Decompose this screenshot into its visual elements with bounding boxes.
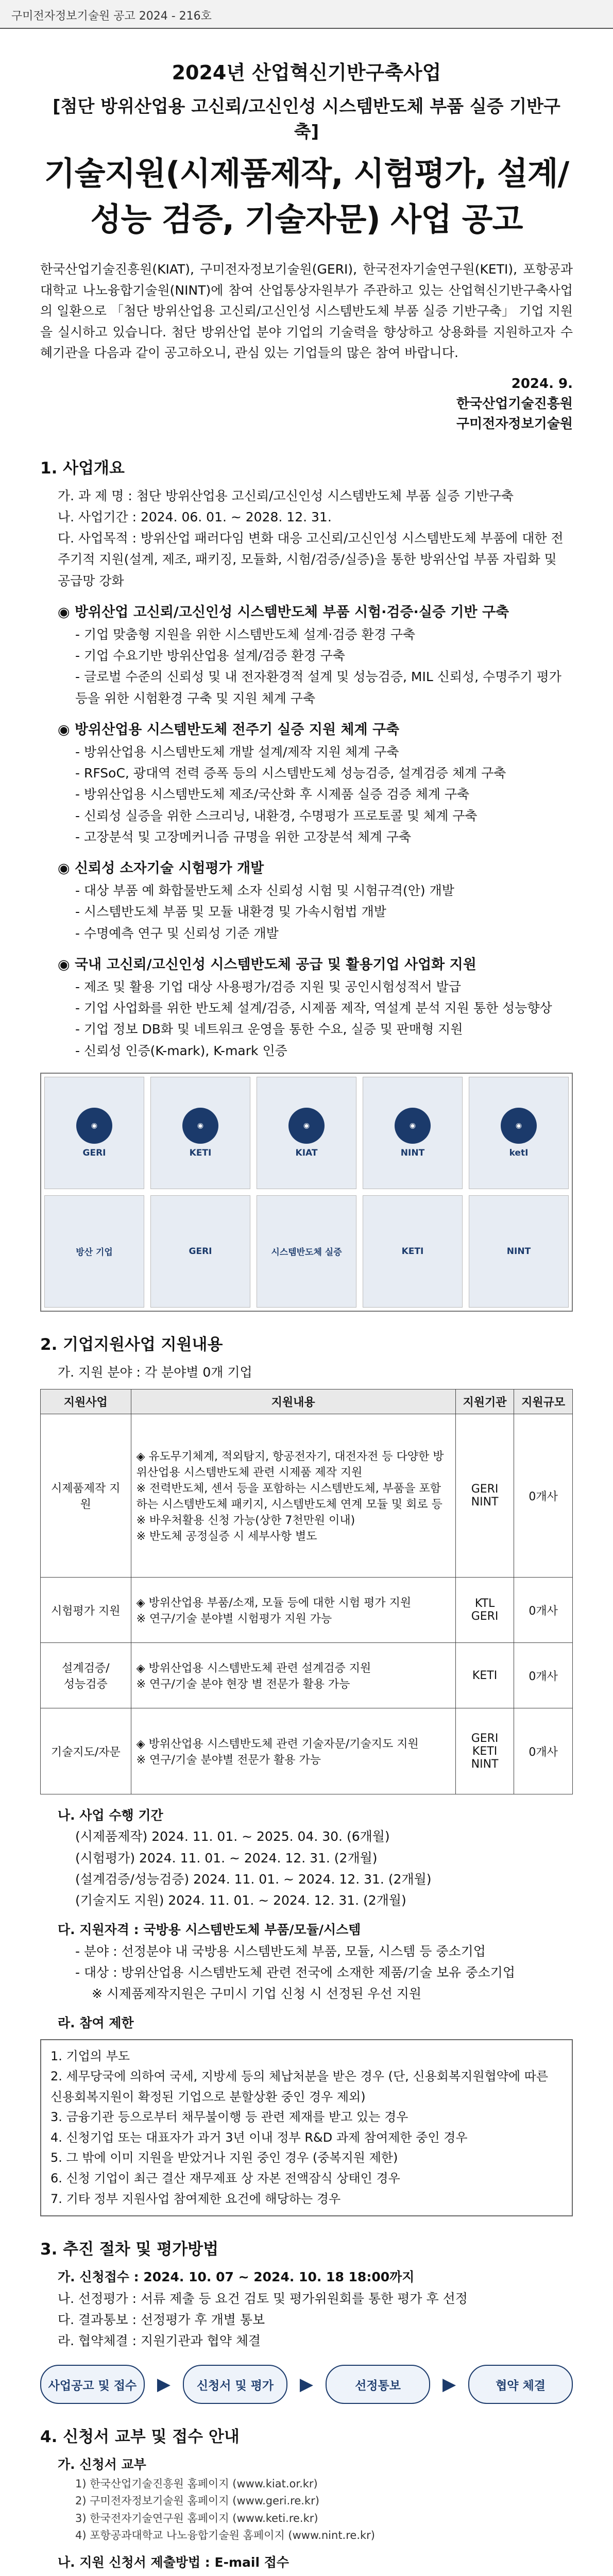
restriction-line: 7. 기타 정부 지원사업 참여제한 요건에 해당하는 경우 [50, 2191, 341, 2206]
figure-label: KIAT [295, 1147, 318, 1158]
s5-line: 1) 한국산업기술진흥원 홈페이지 (www.kiat.or.kr) [75, 2477, 318, 2490]
sign-date: 2024. 9. [511, 376, 573, 392]
figure-top-band [41, 1074, 572, 1192]
s1-block-line: - RFSoC, 광대역 전력 증폭 등의 시스템반도체 성능검증, 설계검증 체계 구축 [75, 766, 506, 781]
s2c-line: ※ 시제품제작지원은 구미시 기업 신청 시 선정된 우선 지원 [92, 1986, 421, 2001]
support-org: KETI [455, 1643, 514, 1708]
figure-cell [363, 1195, 463, 1308]
table-row [41, 1578, 573, 1643]
s2c-line: - 분야 : 선정분야 내 국방용 시스템반도체 부품, 모듈, 시스템 등 중소기업 [75, 1943, 486, 1959]
s1-block-head: ◉ 국내 고신뢰/고신인성 시스템반도체 공급 및 활용기업 사업화 지원 [58, 956, 476, 973]
s1-block-head: ◉ 방위산업 고신뢰/고신인성 시스템반도체 부품 시험·검증·실증 기반 구축 [58, 604, 509, 620]
process-step: 신청서 및 평가 [183, 2365, 287, 2404]
s1-item: 다. 사업목적 : 방위산업 패러다임 변화 대응 고신뢰/고신인성 시스템반도체 부품에 대한 전주기적 지원(설계, 제조, 패키징, 모듈화, 시험/검증/실증)을 통한 방위산업 부품 자립화 및 공급망 강화 [58, 531, 564, 588]
s4-line: 라. 협약체결 : 지원기관과 협약 체결 [58, 2333, 261, 2348]
figure-label: 방산 기업 [76, 1247, 113, 1258]
restriction-line: 3. 금융기관 등으로부터 채무불이행 등 관련 제재를 받고 있는 경우 [50, 2110, 408, 2125]
org-logo-icon: ◉ [288, 1108, 325, 1144]
s1-block-line: - 시스템반도체 부품 및 모듈 내환경 및 가속시험법 개발 [75, 904, 386, 920]
figure-label: GERI [82, 1147, 106, 1158]
support-category: 시험평가 지원 [41, 1578, 131, 1643]
figure-cell [363, 1077, 463, 1189]
section-3-title: 3. 추진 절차 및 평가방법 [40, 2240, 219, 2259]
title-line1: 2024년 산업혁신기반구축사업 [172, 61, 441, 84]
support-category: 설계검증/ 성능검증 [41, 1643, 131, 1708]
s1-block-line: - 기업 수요기반 방위산업용 설계/검증 환경 구축 [75, 648, 345, 663]
figure-bottom-band [41, 1192, 572, 1311]
table-row [41, 1414, 573, 1578]
figure-cell [150, 1195, 250, 1308]
figure-label: NINT [400, 1147, 425, 1158]
s2b-line: (설계검증/성능검증) 2024. 11. 01. ~ 2024. 12. 31. (2개월) [75, 1871, 432, 1887]
s2b-line: (기술지도 지원) 2024. 11. 01. ~ 2024. 12. 31. (2개월) [75, 1893, 406, 1908]
table-row [41, 1708, 573, 1794]
infrastructure-figure [40, 1073, 573, 1312]
s5-line: 2) 구미전자정보기술원 홈페이지 (www.geri.re.kr) [75, 2495, 319, 2507]
support-content: ◈ 방위산업용 시스템반도체 관련 설계검증 지원 ※ 연구/기술 분야 현장 별 전문가 활용 가능 [131, 1643, 455, 1708]
figure-cell [257, 1195, 356, 1308]
s5-line: 4) 포항공과대학교 나노융합기술원 홈페이지 (www.nint.re.kr) [75, 2529, 375, 2542]
s1-block-head: ◉ 방위산업용 시스템반도체 전주기 실증 지원 체계 구축 [58, 721, 400, 738]
support-scale: 0개사 [514, 1643, 573, 1708]
s4-line: 나. 선정평가 : 서류 제출 등 요건 검토 및 평가위원회를 통한 평가 후 선정 [58, 2291, 468, 2306]
s1-item: 가. 과 제 명 : 첨단 방위산업용 고신뢰/고신인성 시스템반도체 부품 실증 기반구축 [58, 488, 514, 503]
table-header: 지원사업 [41, 1389, 131, 1414]
s1-block-line: - 신뢰성 실증을 위한 스크리닝, 내환경, 수명평가 프로토콜 및 체계 구축 [75, 808, 478, 823]
process-step: 협약 체결 [468, 2365, 573, 2404]
s5-sub: 나. 지원 신청서 제출방법 : E-mail 접수 [58, 2554, 290, 2570]
s5-line: 가. 신청서 교부 [58, 2457, 146, 2472]
signature-block [40, 374, 573, 434]
arrow-right-icon: ▶ [442, 2374, 456, 2395]
s1-block-line: - 고장분석 및 고장메커니즘 규명을 위한 고장분석 체계 구축 [75, 829, 412, 844]
process-step: 사업공고 및 접수 [40, 2365, 145, 2404]
support-scale: 0개사 [514, 1578, 573, 1643]
s5-line: 3) 한국전자기술연구원 홈페이지 (www.keti.re.kr) [75, 2512, 318, 2524]
support-category: 시제품제작 지원 [41, 1414, 131, 1578]
s2b-line: (시험평가) 2024. 11. 01. ~ 2024. 12. 31. (2개월) [75, 1850, 378, 1866]
figure-cell [44, 1077, 144, 1189]
s1-block-line: - 기업 맞춤형 지원을 위한 시스템반도체 설계·검증 환경 구축 [75, 626, 416, 642]
support-scale: 0개사 [514, 1414, 573, 1578]
org-logo-icon: ◉ [76, 1108, 112, 1144]
figure-cell [44, 1195, 144, 1308]
table-header: 지원규모 [514, 1389, 573, 1414]
support-category: 기술지도/자문 [41, 1708, 131, 1794]
title-main: 기술지원(시제품제작, 시험평가, 설계/성능 검증, 기술자문) 사업 공고 [44, 155, 569, 238]
support-scale: 0개사 [514, 1708, 573, 1794]
restriction-line: 1. 기업의 부도 [50, 2048, 130, 2063]
org-logo-icon: ◉ [501, 1108, 537, 1144]
s1-block-line: - 방위산업용 시스템반도체 개발 설계/제작 지원 체계 구축 [75, 744, 399, 759]
s2b-line: (시제품제작) 2024. 11. 01. ~ 2025. 04. 30. (6개월) [75, 1829, 390, 1844]
arrow-right-icon: ▶ [299, 2374, 314, 2395]
support-org: KTL GERI [455, 1578, 514, 1643]
s3-title: 라. 참여 제한 [58, 2015, 134, 2031]
support-content: ◈ 유도무기체계, 적외탐지, 항공전자기, 대전자전 등 다양한 방위산업용 시스템반도체 관련 시제품 제작 지원 ※ 전력반도체, 센서 등을 포함하는 시스템반도체, 부품을 포함하는 시스템반도체 패키지, 시스템반도체 연계 모듈 및 회로 등 ※ 바우처활용 신청 가능(상한 7천만원 이내) ※ 반도체 공정실증 시 세부사항 별도 [131, 1414, 455, 1578]
s1-block-line: - 수명예측 연구 및 신뢰성 기준 개발 [75, 925, 279, 941]
section-4-title: 4. 신청서 교부 및 접수 안내 [40, 2428, 240, 2447]
s1-block-head: ◉ 신뢰성 소자기술 시험평가 개발 [58, 860, 264, 876]
support-org: GERI KETI NINT [455, 1708, 514, 1794]
sign-org1: 한국산업기술진흥원 [456, 396, 573, 412]
support-content: ◈ 방위산업용 부품/소재, 모듈 등에 대한 시험 평가 지원 ※ 연구/기술 분야별 시험평가 지원 가능 [131, 1578, 455, 1643]
s1-block-line: - 기업 정보 DB화 및 네트워크 운영을 통한 수요, 실증 및 판매형 지원 [75, 1022, 463, 1037]
restriction-box [40, 2039, 573, 2217]
s1-block-line: - 기업 사업화를 위한 반도체 설계/검증, 시제품 제작, 역설계 분석 지원 통한 성능향상 [75, 1001, 552, 1015]
s1-block-line: - 제조 및 활용 기업 대상 사용평가/검증 지원 및 공인시험성적서 발급 [75, 979, 461, 994]
figure-cell [150, 1077, 250, 1189]
document [0, 29, 613, 2576]
s1-block-line: - 글로벌 수준의 신뢰성 및 내 전자환경적 설계 및 성능검증, MIL 신뢰성, 수명주기 평가 등을 위한 시험환경 구축 및 지원 체계 구축 [75, 669, 561, 706]
s1-block-line: - 방위산업용 시스템반도체 제조/국산화 후 시제품 실증 검증 체계 구축 [75, 787, 470, 802]
s1-item: 나. 사업기간 : 2024. 06. 01. ~ 2028. 12. 31. [58, 509, 332, 524]
section-2-title: 2. 기업지원사업 지원내용 [40, 1335, 223, 1354]
restriction-line: 5. 그 밖에 이미 지원을 받았거나 지원 중인 경우 (중복지원 제한) [50, 2150, 398, 2165]
s2c-title: 다. 지원자격 : 국방용 시스템반도체 부품/모듈/시스템 [58, 1922, 361, 1938]
section-1-title: 1. 사업개요 [40, 459, 125, 478]
arrow-right-icon: ▶ [157, 2374, 171, 2395]
s2-sub: 가. 지원 분야 : 각 분야별 0개 기업 [58, 1364, 252, 1380]
table-header: 지원내용 [131, 1389, 455, 1414]
support-table [40, 1389, 573, 1794]
figure-label: GERI [189, 1246, 212, 1257]
org-logo-icon: ◉ [182, 1108, 218, 1144]
restriction-line: 6. 신청 기업이 최근 결산 재무제표 상 자본 전액잠식 상태인 경우 [50, 2171, 400, 2186]
table-row [41, 1643, 573, 1708]
restriction-line: 2. 세무당국에 의하여 국세, 지방세 등의 체납처분을 받은 경우 (단, 신용회복지원협약에 따른 신용회복지원이 확정된 기업으로 분할상환 중인 경우 제외) [50, 2069, 549, 2104]
sign-org2: 구미전자정보기술원 [456, 416, 573, 432]
figure-cell [257, 1077, 356, 1189]
process-flow [40, 2365, 573, 2404]
s2b-title: 나. 사업 수행 기간 [58, 1808, 163, 1823]
org-logo-icon: ◉ [395, 1108, 431, 1144]
s2c-line: - 대상 : 방위산업용 시스템반도체 관련 전국에 소재한 제품/기술 보유 중소기업 [75, 1964, 515, 1980]
figure-label: KETI [189, 1147, 212, 1158]
s1-block-line: - 신뢰성 인증(K-mark), K-mark 인증 [75, 1043, 287, 1058]
support-org: GERI NINT [455, 1414, 514, 1578]
figure-label: 시스템반도체 실증 [271, 1247, 342, 1258]
s4-sub: 가. 신청접수 : 2024. 10. 07 ~ 2024. 10. 18 18:00까지 [58, 2269, 415, 2285]
s1-block-line: - 대상 부품 예 화합물반도체 소자 신뢰성 시험 및 시험규격(안) 개발 [75, 883, 454, 898]
intro-paragraph: 한국산업기술진흥원(KIAT), 구미전자정보기술원(GERI), 한국전자기술연구원(KETI), 포항공과대학교 나노융합기술원(NINT)에 참여 산업통상자원부가 주관하고 있는 산업혁신기반구축사업의 일환으로 「첨단 방위산업용 고신뢰/고신인성 시스템반도체 부품 실증 기반구축」 기업 지원을 실시하고 있습니다. 첨단 방위산업 분야 기업의 기술력을 향상하고 상용화를 지원하고자 수혜기관을 다음과 같이 공고하오니, 관심 있는 기업들의 많은 참여 바랍니다. [40, 262, 573, 360]
announcement-number: 구미전자정보기술원 공고 2024 - 216호 [0, 0, 613, 29]
process-step: 선정통보 [326, 2365, 430, 2404]
title-line2: [첨단 방위산업용 고신뢰/고신인성 시스템반도체 부품 실증 기반구축] [53, 96, 560, 142]
figure-label: ketI [509, 1147, 529, 1158]
figure-cell [469, 1077, 569, 1189]
support-content: ◈ 방위산업용 시스템반도체 관련 기술자문/기술지도 지원 ※ 연구/기술 분야별 전문가 활용 가능 [131, 1708, 455, 1794]
figure-label: NINT [506, 1246, 531, 1257]
figure-cell [469, 1195, 569, 1308]
table-header: 지원기관 [455, 1389, 514, 1414]
restriction-line: 4. 신청기업 또는 대표자가 과거 3년 이내 정부 R&D 과제 참여제한 중인 경우 [50, 2130, 468, 2145]
s4-line: 다. 결과통보 : 선정평가 후 개별 통보 [58, 2312, 265, 2327]
table-header-row [41, 1389, 573, 1414]
figure-label: KETI [401, 1246, 424, 1257]
